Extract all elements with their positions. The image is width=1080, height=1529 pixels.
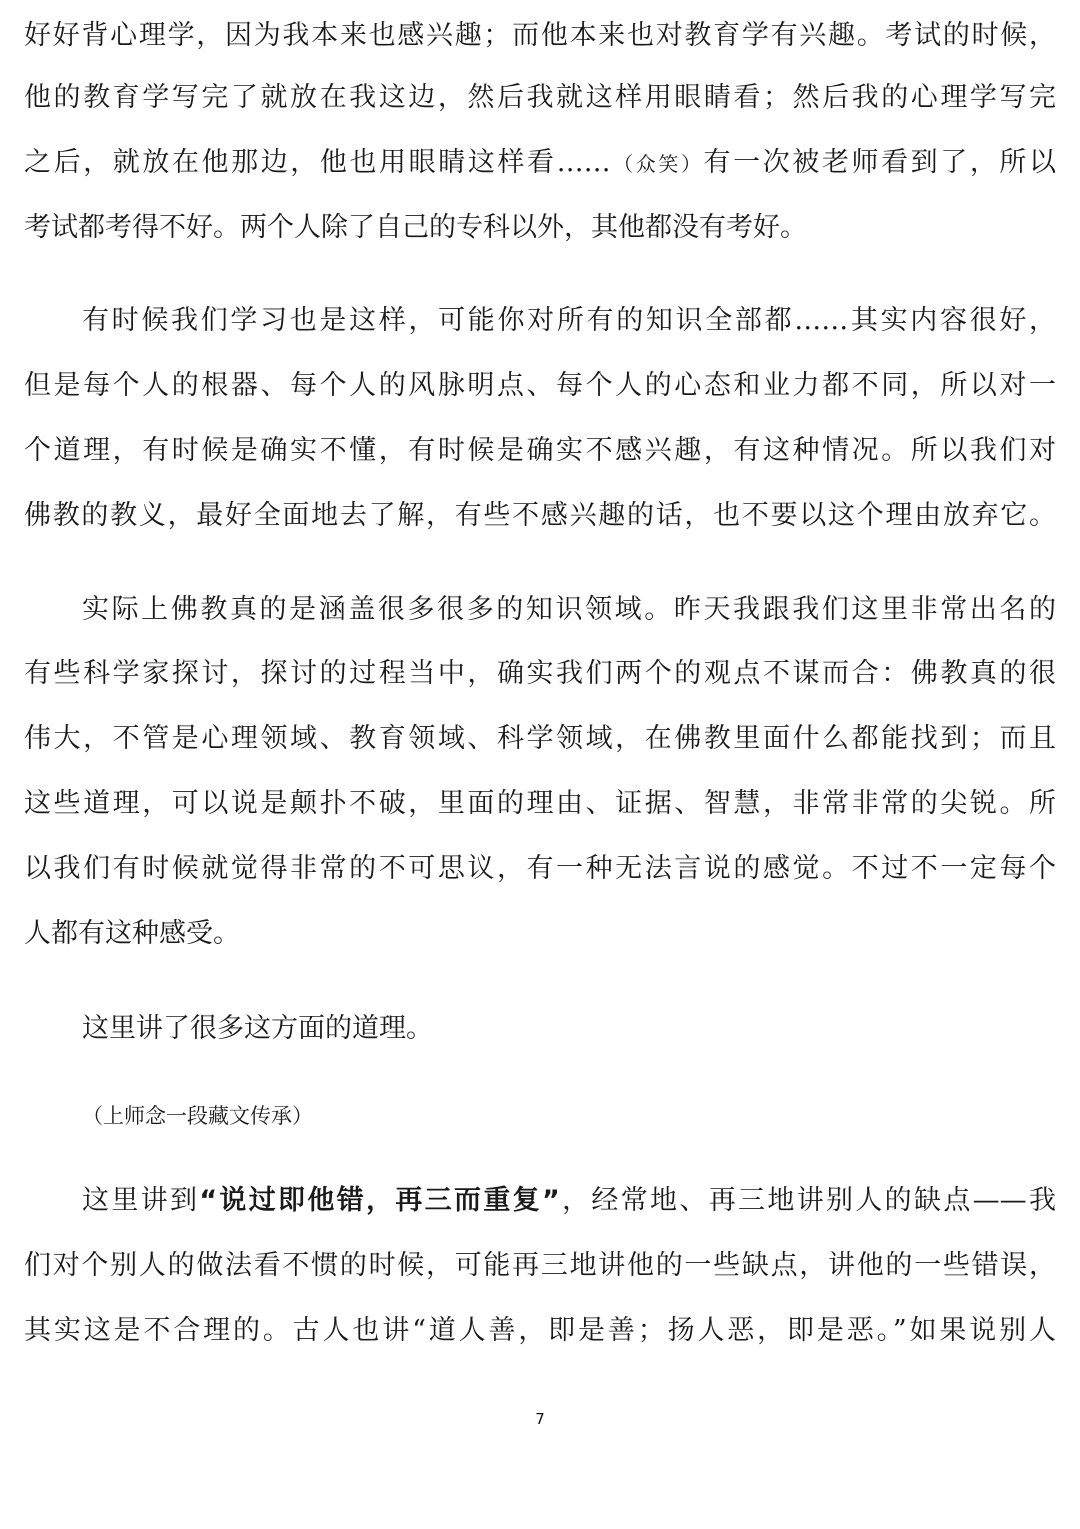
paragraph-line: 佛教的教义，最好全面地去了解，有些不感兴趣的话，也不要以这个理由放弃它。 — [24, 500, 1056, 531]
paragraph-line: 有时候我们学习也是这样，可能你对所有的知识全部都……其实内容很好， — [82, 305, 1056, 336]
paragraph-text: ，经常地、再三地讲别人的缺点——我 — [559, 1185, 1056, 1216]
paragraph-line: 其实这是不合理的。古人也讲“道人善，即是善；扬人恶，即是恶。”如果说别人 — [24, 1315, 1056, 1346]
paragraph-line — [24, 145, 1056, 181]
paragraph-line: 他的教育学写完了就放在我这边，然后我就这样用眼睛看；然后我的心理学写完 — [24, 82, 1056, 113]
paragraph-text: 这里讲到 — [82, 1185, 200, 1216]
paragraph-line: 有些科学家探讨，探讨的过程当中，确实我们两个的观点不谋而合：佛教真的很 — [24, 658, 1056, 689]
paragraph-line: 人都有这种感受。 — [24, 918, 240, 949]
quoted-verse: “说过即他错，再三而重复” — [199, 1185, 560, 1216]
paragraph-line — [82, 1183, 1056, 1219]
transmission-note: （上师念一段藏文传承） — [82, 1104, 313, 1128]
paragraph-line: 好好背心理学，因为我本来也感兴趣；而他本来也对教育学有兴趣。考试的时候， — [24, 20, 1056, 51]
paragraph-text: 有一次被老师看到了，所以 — [703, 147, 1056, 178]
paragraph-line: 以我们有时候就觉得非常的不可思议，有一种无法言说的感觉。不过不一定每个 — [24, 853, 1056, 884]
paragraph-line: 考试都考得不好。两个人除了自己的专科以外，其他都没有考好。 — [24, 212, 807, 243]
paragraph-line: 实际上佛教真的是涵盖很多很多的知识领域。昨天我跟我们这里非常出名的 — [82, 594, 1056, 625]
paragraph-text: 之后，就放在他那边，他也用眼睛这样看…… — [24, 147, 611, 178]
audience-reaction-note: （众笑） — [610, 152, 704, 176]
paragraph-line: 个道理，有时候是确实不懂，有时候是确实不感兴趣，有这种情况。所以我们对 — [24, 435, 1056, 466]
page-number: 7 — [535, 1410, 545, 1428]
paragraph-4: 这里讲了很多这方面的道理。 — [82, 1013, 433, 1044]
paragraph-line: 们对个别人的做法看不惯的时候，可能再三地讲他的一些缺点，讲他的一些错误， — [24, 1250, 1056, 1281]
paragraph-line: 伟大，不管是心理领域、教育领域、科学领域，在佛教里面什么都能找到；而且 — [24, 723, 1056, 754]
paragraph-line: 这些道理，可以说是颠扑不破，里面的理由、证据、智慧，非常非常的尖锐。所 — [24, 788, 1056, 819]
paragraph-line: 但是每个人的根器、每个人的风脉明点、每个人的心态和业力都不同，所以对一 — [24, 370, 1056, 401]
